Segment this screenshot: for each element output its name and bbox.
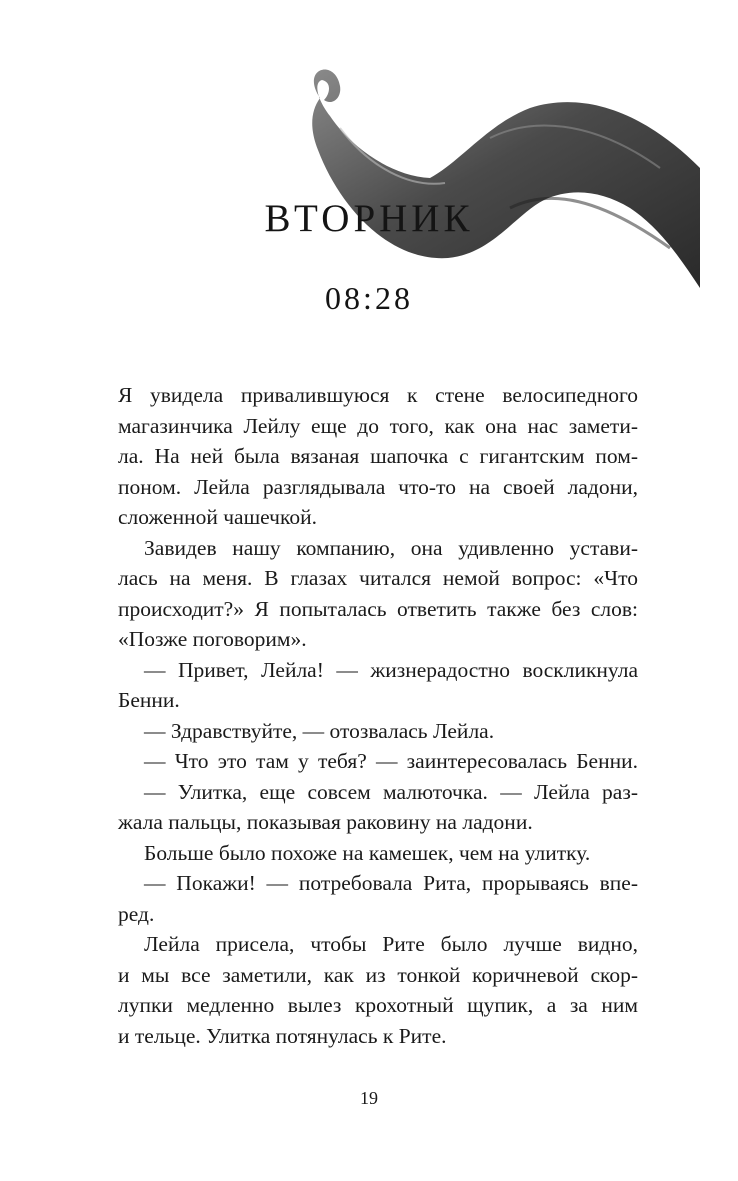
text-line: происходит?» Я попыталась ответить также без слов: xyxy=(118,596,638,621)
page-number: 19 xyxy=(360,1088,378,1108)
text-line: — Улитка, еще совсем малюточка. — Лейла раз- xyxy=(144,779,638,804)
chapter-title: ВТОРНИК xyxy=(264,197,474,240)
text-line: жала пальцы, показывая раковину на ладони. xyxy=(118,810,533,834)
text-line: магазинчика Лейлу еще до того, как она нас замети- xyxy=(118,413,638,438)
text-line: лупки медленно вылез крохотный щупик, а за ним xyxy=(118,993,638,1017)
text-line: — Привет, Лейла! — жизнерадостно воскликнула xyxy=(144,657,638,682)
text-line: и мы все заметили, как из тонкой коричневой скор- xyxy=(118,962,638,987)
text-line: — Здравствуйте, — отозвалась Лейла. xyxy=(144,718,495,743)
text-line: — Что это там у тебя? — заинтересовалась Бенни. xyxy=(144,749,638,773)
text-line: лась на меня. В глазах читался немой вопрос: «Что xyxy=(118,566,638,590)
chapter-time: 08:28 xyxy=(325,280,413,316)
text-line: и тельце. Улитка потянулась к Рите. xyxy=(118,1023,447,1048)
text-line: Я увидела привалившуюся к стене велосипедного xyxy=(118,383,638,407)
text-line: ред. xyxy=(118,901,155,926)
text-line: Завидев нашу компанию, она удивленно устави- xyxy=(144,535,638,560)
text-line: Больше было похоже на камешек, чем на улитку. xyxy=(144,840,591,865)
text-line: Лейла присела, чтобы Рите было лучше видно, xyxy=(144,932,638,956)
body-text xyxy=(118,380,638,1051)
text-line: — Покажи! — потребовала Рита, прорываясь впе- xyxy=(144,871,638,895)
text-line: «Позже поговорим». xyxy=(118,627,307,651)
text-line: ла. На ней была вязаная шапочка с гигантским пом- xyxy=(118,444,638,468)
text-line: поном. Лейла разглядывала что-то на своей ладони, xyxy=(118,474,638,499)
text-line: Бенни. xyxy=(118,688,180,712)
text-line: сложенной чашечкой. xyxy=(118,505,317,529)
tentacle-illustration xyxy=(280,58,710,298)
